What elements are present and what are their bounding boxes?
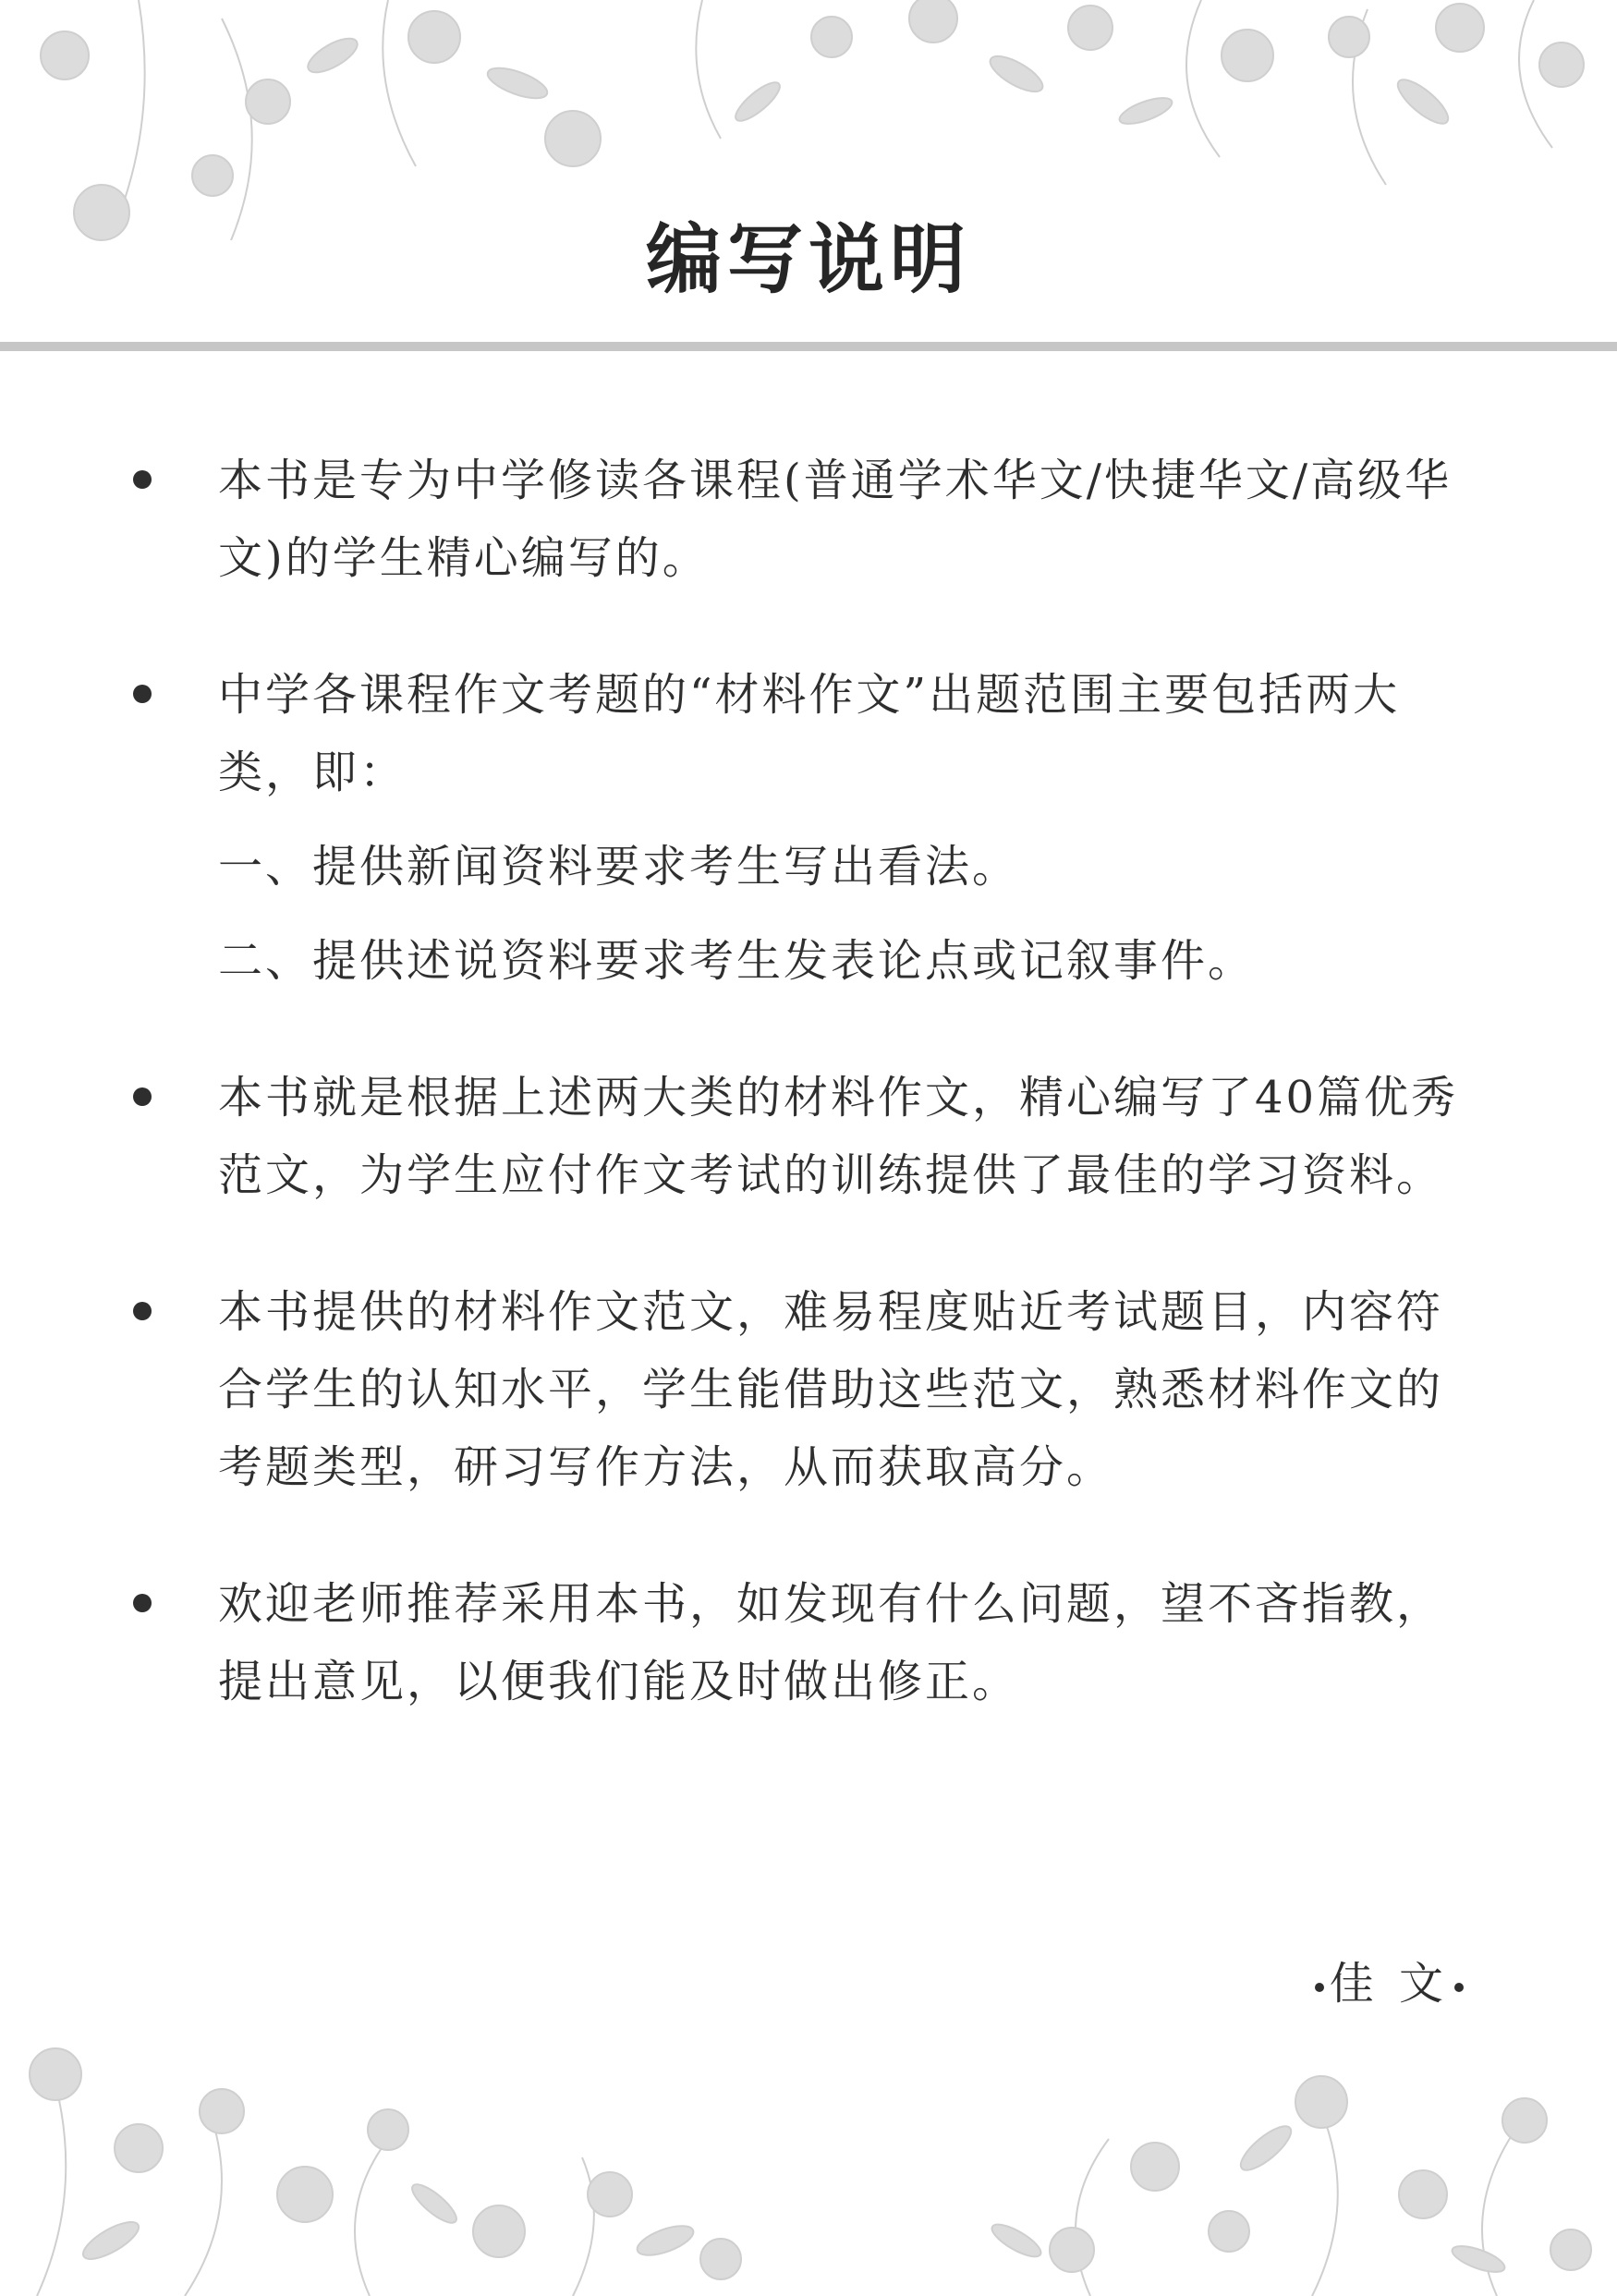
bullet-icon [133,1087,152,1106]
bullet-item-3 [0,1059,1475,1214]
bullet-item-4 [0,1273,1475,1506]
title-divider [0,342,1617,351]
bullet-icon [133,470,152,489]
bullet-icon [133,1594,152,1612]
bullet-icon [133,685,152,703]
bullet-item-text: 中学各课程作文考题的“材料作文”出题范围主要包括两大类，即： [218,669,1401,798]
bullet-item-1 [0,442,1475,597]
bullet-item-text: 本书就是根据上述两大类的材料作文，精心编写了40篇优秀范文，为学生应付作文考试的训练提供了最佳的学习资料。 [218,1072,1459,1201]
page-title: 编写说明 [645,216,971,304]
signature-dot-icon [1315,1983,1324,1992]
bullet-item-text: 本书提供的材料作文范文，难易程度贴近考试题目，内容符合学生的认知水平，学生能借助这些范文，熟悉材料作文的考题类型，研习写作方法，从而获取高分。 [218,1286,1444,1493]
sub-item-1: 一、提供新闻资料要求考生写出看法。 [218,841,1020,893]
bullet-icon [133,1302,152,1320]
bullet-item-2 [0,656,1475,811]
content [0,442,1617,1780]
sub-item-2: 二、提供述说资料要求考生发表论点或记叙事件。 [218,935,1256,987]
bottom-floral-decoration [0,2010,1617,2296]
bullet-item-5 [0,1565,1475,1720]
signature-text: 佳 文 [1329,1958,1449,2010]
signature-dot-icon [1454,1983,1464,1992]
bullet-item-text: 欢迎老师推荐采用本书，如发现有什么问题，望不吝指教，提出意见，以便我们能及时做出修正。 [218,1578,1444,1707]
bullet-item-text: 本书是专为中学修读各课程(普通学术华文/快捷华文/高级华文)的学生精心编写的。 [218,455,1453,584]
author-signature [1309,1948,1469,2011]
